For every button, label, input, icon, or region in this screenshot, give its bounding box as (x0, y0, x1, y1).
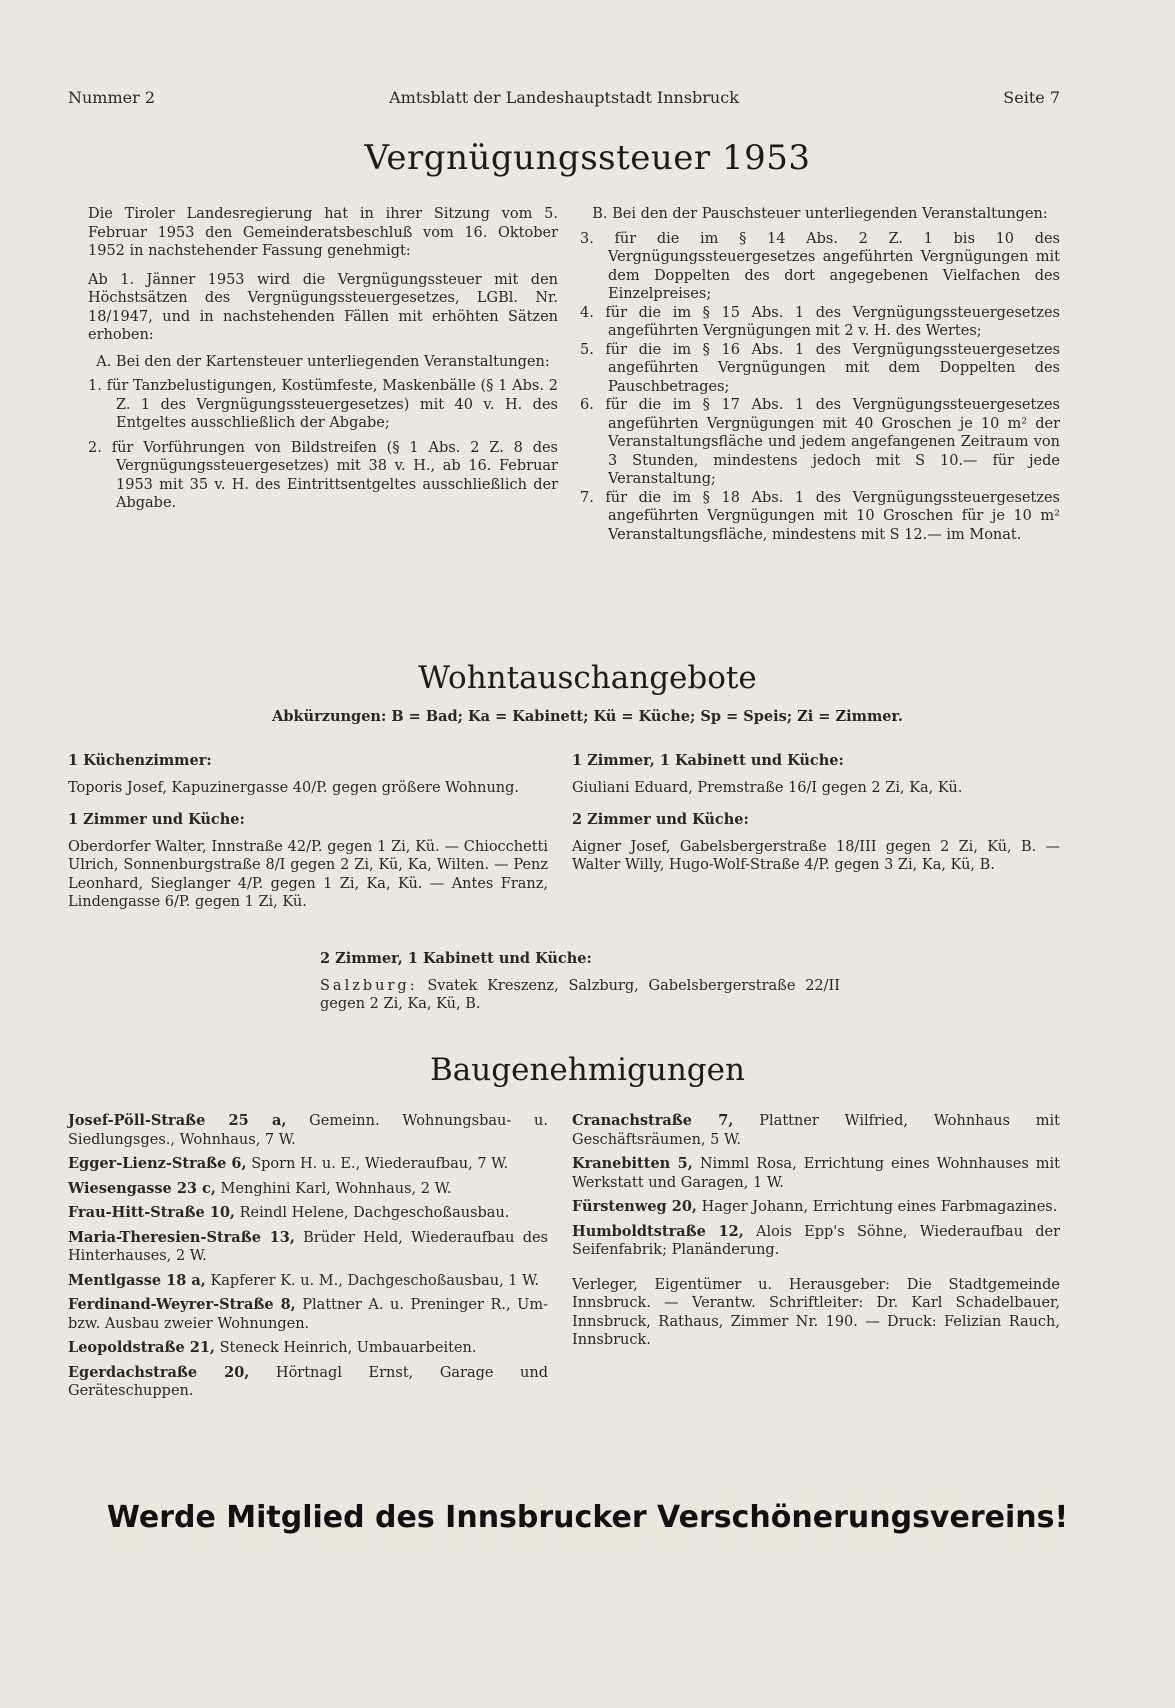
permit-street: Egger-Lienz-Straße 6, (68, 1155, 247, 1172)
permit-entry (68, 1364, 548, 1401)
vst-item: 3. für die im § 14 Abs. 2 Z. 1 bis 10 des Vergnügungssteuergesetzes angeführten Vergnügungen mit dem Doppelten des dort angegebenen Vielfachen des Einzelpreises; (580, 230, 1060, 302)
permit-entry (68, 1204, 548, 1223)
permit-text: Steneck Heinrich, Umbauarbeiten. (219, 1340, 477, 1356)
wt-offer: Oberdorfer Walter, Innstraße 42/P. gegen 1 Zi, Kü. — Chiocchetti Ulrich, Sonnenburgstraße 8/I gegen 2 Zi, Kü, Ka, Wilten. — Penz Leonhard, Sieglanger 4/P. gegen 1 Zi, Ka, Kü. — Antes Franz, Lindengasse 6/P. gegen 1 Zi, Kü. (68, 838, 548, 910)
permit-entry (572, 1198, 1060, 1217)
permit-entry (68, 1339, 548, 1358)
wt-offer-text: Svatek Kreszenz, Salzburg, Gabelsbergerstraße 22/II gegen 2 Zi, Ka, Kü, B. (320, 977, 840, 1012)
wt-right-column (572, 752, 1060, 889)
abbreviations-legend: Abkürzungen: B = Bad; Ka = Kabinett; Kü = Küche; Sp = Speis; Zi = Zimmer. (272, 708, 903, 725)
wt-category-head: 1 Zimmer und Küche: (68, 811, 245, 828)
permit-entry (572, 1155, 1060, 1192)
vst-intro: Die Tiroler Landesregierung hat in ihrer Sitzung vom 5. Februar 1953 den Gemeinderatsbeschluß vom 16. Oktober 1952 in nachstehender Fassung genehmigt: (88, 206, 558, 259)
vst-para: Ab 1. Jänner 1953 wird die Vergnügungssteuer mit den Höchstsätzen des Vergnügungssteuergesetzes, LGBl. Nr. 18/1947, und in nachstehenden Fällen mit erhöhten Sätzen erhoben: (88, 271, 558, 343)
wt-category-head: 2 Zimmer und Küche: (572, 811, 749, 828)
wt-category-head: 1 Zimmer, 1 Kabinett und Küche: (572, 752, 844, 769)
permit-text: Plattner Wilfried, Wohnhaus mit Geschäftsräumen, 5 W. (572, 1113, 1060, 1148)
permit-text: Hager Johann, Errichtung eines Farbmagazines. (701, 1199, 1058, 1215)
wt-offer: Giuliani Eduard, Premstraße 16/I gegen 2 Zi, Ka, Kü. (572, 779, 963, 796)
permit-street: Maria-Theresien-Straße 13, (68, 1228, 295, 1246)
permit-entry (68, 1180, 548, 1199)
wt-center-block (320, 950, 840, 1014)
wt-city: Salzburg: (320, 977, 418, 994)
permit-text: Sporn H. u. E., Wiederaufbau, 7 W. (251, 1156, 509, 1172)
permit-entry (68, 1229, 548, 1266)
permit-street: Mentlgasse 18 a, (68, 1271, 206, 1289)
vst-item: 5. für die im § 16 Abs. 1 des Vergnügungssteuergesetzes angeführten Vergnügungen mit dem Doppelten des Pauschbetrages; (580, 341, 1060, 395)
imprint: Verleger, Eigentümer u. Herausgeber: Die Stadtgemeinde Innsbruck. — Verantw. Schriftleiter: Dr. Karl Schadelbauer, Innsbruck, Rathaus, Zimmer Nr. 190. — Druck: Felizian Rauch, Innsbruck. (572, 1276, 1060, 1348)
publication-title: Amtsblatt der Landeshauptstadt Innsbruck (389, 88, 739, 107)
wt-left-column (68, 752, 548, 926)
permit-entry (68, 1155, 548, 1174)
permit-street: Egerdachstraße 20, (68, 1363, 250, 1381)
permit-street: Kranebitten 5, (572, 1155, 693, 1172)
wt-category-head: 2 Zimmer, 1 Kabinett und Küche: (320, 950, 592, 967)
wt-offer (320, 977, 840, 1014)
vst-right-column (580, 205, 1060, 544)
permit-street: Josef-Pöll-Straße 25 a, (68, 1112, 287, 1129)
permit-street: Cranachstraße 7, (572, 1112, 734, 1129)
vst-sub-b: B. Bei den der Pauschsteuer unterliegenden Veranstaltungen: (592, 206, 1048, 222)
permit-text: Hörtnagl Ernst, Garage und Geräteschuppen. (68, 1364, 549, 1399)
vst-item: 6. für die im § 17 Abs. 1 des Vergnügungssteuergesetzes angeführten Vergnügungen mit 40 Groschen je 10 m² der Veranstaltungsfläche und jedem angefangenen Zeitraum von 3 Stunden, mindestens jedoch mit S 10.— für jede Veranstaltung; (580, 397, 1060, 487)
wt-offer: Aigner Josef, Gabelsbergerstraße 18/III gegen 2 Zi, Kü, B. — Walter Willy, Hugo-Wolf-Straße 4/P. gegen 3 Zi, Ka, Kü, B. (572, 838, 1060, 873)
permit-text: Gemeinn. Wohnungsbau- u. Siedlungsges., Wohnhaus, 7 W. (68, 1113, 548, 1148)
permit-text: Plattner A. u. Preninger R., Um- bzw. Ausbau zweier Wohnungen. (68, 1297, 549, 1332)
vst-left-column (88, 205, 558, 513)
permit-entry (572, 1223, 1060, 1260)
permit-entry (68, 1112, 548, 1149)
permit-street: Humboldtstraße 12, (572, 1222, 744, 1240)
permit-street: Frau-Hitt-Straße 10, (68, 1204, 235, 1221)
bg-left-column (68, 1112, 548, 1407)
permit-entry (68, 1272, 548, 1291)
vst-item: 2. für Vorführungen von Bildstreifen (§ 1 Abs. 2 Z. 8 des Vergnügungssteuergesetzes) mit 38 v. H., ab 16. Februar 1953 mit 35 v. H. des Eintrittsentgeltes ausschließlich der Abgabe. (88, 439, 558, 511)
running-head (68, 88, 1060, 112)
permit-text: Kapferer K. u. M., Dachgeschoßausbau, 1 W. (210, 1272, 540, 1289)
permit-street: Ferdinand-Weyrer-Straße 8, (68, 1296, 296, 1313)
vst-item: 1. für Tanzbelustigungen, Kostümfeste, Maskenbälle (§ 1 Abs. 2 Z. 1 des Vergnügungssteuergesetzes) mit 40 v. H. des Entgeltes ausschließlich der Abgabe; (88, 378, 558, 431)
vst-item: 7. für die im § 18 Abs. 1 des Vergnügungssteuergesetzes angeführten Vergnügungen mit 10 Groschen für je 10 m² Veranstaltungsfläche, mindestens mit S 12.— im Monat. (580, 489, 1060, 543)
section-title-vergnuegungssteuer: Vergnügungssteuer 1953 (364, 138, 811, 178)
permit-street: Fürstenweg 20, (572, 1198, 697, 1215)
membership-slogan: Werde Mitglied des Innsbrucker Verschönerungsvereins! (106, 1500, 1069, 1535)
wt-category-head: 1 Küchenzimmer: (68, 752, 212, 769)
permit-entry (572, 1112, 1060, 1149)
permit-text: Menghini Karl, Wohnhaus, 2 W. (220, 1180, 452, 1197)
vst-sub-a: A. Bei den der Kartensteuer unterliegenden Veranstaltungen: (96, 353, 550, 370)
permit-entry (68, 1296, 548, 1333)
permit-text: Nimml Rosa, Errichtung eines Wohnhauses mit Werkstatt und Garagen, 1 W. (572, 1156, 1061, 1191)
page-number: Seite 7 (1003, 88, 1060, 107)
permit-street: Wiesengasse 23 c, (68, 1179, 216, 1197)
permit-text: Brüder Held, Wiederaufbau des Hinterhauses, 2 W. (68, 1229, 548, 1264)
wt-offer: Toporis Josef, Kapuzinergasse 40/P. gegen größere Wohnung. (68, 779, 520, 796)
issue-number: Nummer 2 (68, 88, 156, 107)
bg-right-column (572, 1112, 1060, 1350)
permit-text: Reindl Helene, Dachgeschoßausbau. (239, 1205, 510, 1221)
permit-text: Alois Epp's Söhne, Wiederaufbau der Seifenfabrik; Planänderung. (572, 1223, 1061, 1258)
permit-street: Leopoldstraße 21, (68, 1339, 215, 1356)
section-title-wohntausch: Wohntauschangebote (418, 660, 757, 696)
vst-item: 4. für die im § 15 Abs. 1 des Vergnügungssteuergesetzes angeführten Vergnügungen mit 2 v. H. des Wertes; (580, 304, 1060, 339)
section-title-baugenehmigungen: Baugenehmigungen (430, 1052, 745, 1088)
